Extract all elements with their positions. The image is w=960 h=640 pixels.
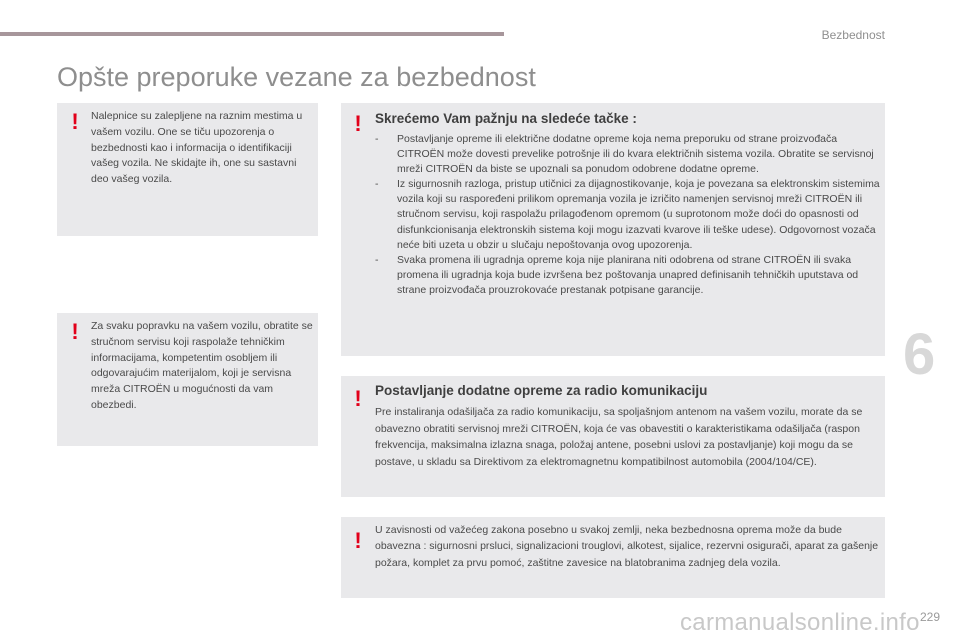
attention-points-box: [341, 103, 885, 356]
attention-point-item: - Svaka promena ili ugradnja opreme koja nije planirana niti odobrena od strane CITROËN ili svaka promena ili ugradnja koja bude izvršena bez poštovanja unapred definisanih tehničkih uputstava od strane proizvođača prouzrokovaće prestanak potpisane garancije.: [375, 253, 859, 296]
stickers-note-text: Nalepnice su zalepljene na raznim mestima u vašem vozilu. One se tiču upozorenja o bezbednosti kao i informacija o identifikaciji vašeg vozila. Ne skidajte ih, one su sastavni deo vašeg vozila.: [91, 110, 303, 186]
radio-equipment-text: Pre instaliranja odašiljača za radio komunikaciju, sa spoljašnjom antenom na vašem vozilu, morate da se obavezno obratiti servisnoj mreži CITROËN, koja će vas obavestiti o karakteristikama odašiljača (raspon frekvencija, maksimalna izlazna snaga, položaj antene, posebni uslovi za postavljanje) koji mogu da se postave, u skladu sa Direktivom za elektromagnetnu kompatibilnost automobila (2004/104/CE).: [375, 406, 863, 468]
attention-points-heading: Skrećemo Vam pažnju na sledeće tačke :: [375, 111, 637, 126]
chapter-number: 6: [903, 322, 936, 387]
page-title: Opšte preporuke vezane za bezbednost: [57, 62, 536, 92]
attention-point-item: - Postavljanje opreme ili električne dodatne opreme koja nema preporuku od strane proizvođača CITROËN može dovesti prevelike potrošnje ili do kvara električnih sistema vozila. Obratite se servisnoj mreži CITROËN da biste se upoznali sa ponudom odobrene dodatne opreme.: [375, 133, 874, 176]
mandatory-equipment-text: U zavisnosti od važećeg zakona posebno u svakoj zemlji, neka bezbednosna oprema može da bude obavezna : sigurnosni prsluci, signalizacioni trouglovi, alkotest, sijalice, rezervni osigurači, aparat za gašenje požara, komplet za prvu pomoć, zaštitne zavesice na blatobranima zadnjeg dela vozila.: [375, 524, 879, 569]
watermark: carmanualsonline.info: [680, 609, 920, 636]
section-name: Bezbednost: [821, 28, 885, 42]
radio-equipment-heading: Postavljanje dodatne opreme za radio komunikaciju: [375, 383, 708, 398]
radio-equipment-box: [341, 376, 885, 497]
attention-point-item: - Iz sigurnosnih razloga, pristup utičnici za dijagnostikovanje, koja je povezana sa elektronskim sistemima vozila koji su raspoređeni prilikom opremanja vozila je izričito namenjen servisnoj mreži CITROËN ili stručnom servisu, koji raspolažu prilagođenom opremom (u suprotonom može doći do opasnosti od disfunkcionisanja elektronskih sistema koji mogu izazvati kvarove ili teške udese). Odgovornost vozača neće biti uzeta u obzir u slučaju nepoštovanja ovog upozorenja.: [375, 178, 880, 251]
repair-note-text: Za svaku popravku na vašem vozilu, obratite se stručnom servisu koji raspolaže tehničkim informacijama, kompetentim osobljem ili odgovarajućim materijalom, koji je servisna mreža CITROËN u mogućnosti da vam obezbedi.: [91, 320, 313, 411]
stickers-note-box: [57, 103, 318, 236]
page-number: 229: [919, 610, 940, 624]
header-accent-bar: [0, 32, 504, 36]
warning-exclamation-icon: !: [71, 319, 79, 344]
mandatory-equipment-box: [341, 517, 885, 598]
warning-exclamation-icon: !: [71, 109, 79, 134]
repair-note-box: [57, 313, 318, 446]
warning-exclamation-icon: !: [354, 528, 362, 553]
warning-exclamation-icon: !: [354, 386, 362, 411]
attention-points-list: [375, 132, 880, 298]
warning-exclamation-icon: !: [354, 111, 362, 136]
